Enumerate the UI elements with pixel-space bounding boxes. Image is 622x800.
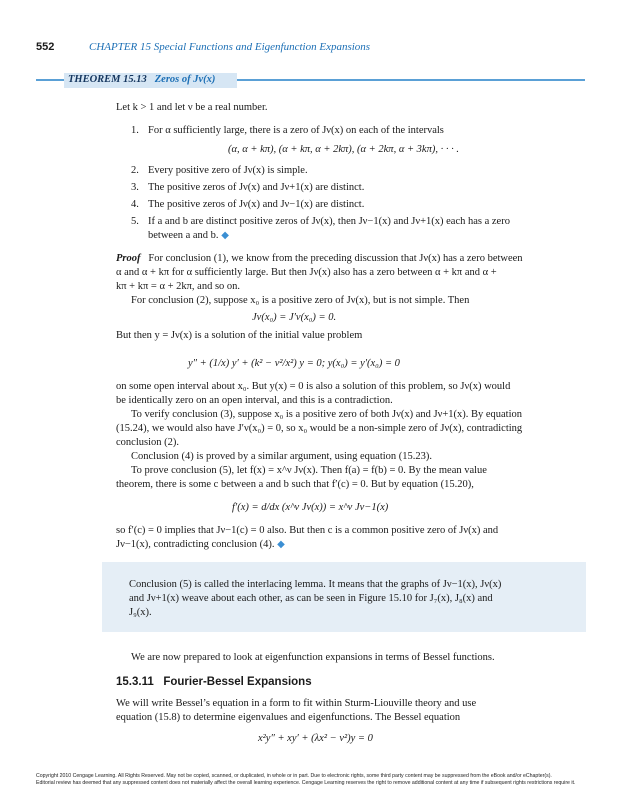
chapter-header: CHAPTER 15 Special Functions and Eigenfunction Expansions bbox=[89, 41, 371, 53]
section-number: 15.3.11 bbox=[116, 676, 154, 688]
copyright-line: Editorial review has deemed that any suppressed content does not materially affect the overall learning experience. Cengage Learning reserves the right to remove additional content at any time if subsequent rights restrictions require it. bbox=[36, 780, 576, 786]
item-number: 2. bbox=[131, 165, 139, 176]
proof-line: (15.24), we would also have J′ν(x₀) = 0, so x₀ would be a non-simple zero of Jν(x), contradicting bbox=[116, 423, 523, 434]
theorem-label: THEOREM 15.13 bbox=[68, 74, 147, 85]
proof-line: But then y = Jν(x) is a solution of the initial value problem bbox=[116, 330, 363, 341]
paragraph: We are now prepared to look at eigenfunction expansions in terms of Bessel functions. bbox=[131, 652, 495, 663]
note-line: J₉(x). bbox=[129, 607, 152, 618]
interval-list: (α, α + kπ), (α + kπ, α + 2kπ), (α + 2kπ, α + 3kπ), · · · . bbox=[228, 144, 459, 155]
proof-line: theorem, there is some c between a and b such that f′(c) = 0. But by equation (15.20), bbox=[116, 479, 474, 490]
equation: Jν(x₀) = J′ν(x₀) = 0. bbox=[252, 312, 337, 323]
bessel-equation: x²y″ + xy′ + (λx² − ν²)y = 0 bbox=[258, 733, 373, 744]
section-title: Fourier-Bessel Expansions bbox=[163, 676, 312, 688]
end-diamond-icon: ◆ bbox=[221, 230, 229, 241]
theorem-title bbox=[68, 74, 215, 85]
proof-line: For conclusion (2), suppose x₀ is a positive zero of Jν(x), but is not simple. Then bbox=[131, 295, 470, 306]
proof-line: To verify conclusion (3), suppose x₀ is a positive zero of both Jν(x) and Jν+1(x). By equation bbox=[131, 409, 523, 420]
proof-line: Conclusion (4) is proved by a similar argument, using equation (15.23). bbox=[131, 451, 433, 462]
theorem-item-text: between a and b. bbox=[148, 230, 219, 241]
theorem-item: Every positive zero of Jν(x) is simple. bbox=[148, 165, 308, 176]
proof-line bbox=[116, 538, 285, 552]
proof-line: so f′(c) = 0 implies that Jν−1(c) = 0 also. But then c is a common positive zero of Jν(x) and bbox=[116, 525, 499, 536]
item-number: 1. bbox=[131, 125, 139, 136]
end-diamond-icon: ◆ bbox=[277, 539, 285, 550]
equation: f′(x) = d/dx (x^ν Jν(x)) = x^ν Jν−1(x) bbox=[232, 502, 389, 513]
proof-line: To prove conclusion (5), let f(x) = x^ν Jν(x). Then f(a) = f(b) = 0. By the mean value bbox=[131, 465, 487, 476]
proof-line: on some open interval about x₀. But y(x) = 0 is also a solution of this problem, so Jν(x) would bbox=[116, 381, 511, 392]
section-heading bbox=[116, 676, 312, 688]
equation: y″ + (1/x) y′ + (k² − ν²/x²) y = 0; y(x₀) = y′(x₀) = 0 bbox=[188, 358, 400, 369]
proof-line: conclusion (2). bbox=[116, 437, 179, 448]
item-number: 5. bbox=[131, 216, 139, 227]
theorem-item-cont bbox=[148, 229, 229, 243]
theorem-intro: Let k > 1 and let ν be a real number. bbox=[116, 102, 268, 113]
proof-line: be identically zero on an open interval, and this is a contradiction. bbox=[116, 395, 393, 406]
copyright-line: Copyright 2010 Cengage Learning. All Rights Reserved. May not be copied, scanned, or duplicated, in whole or in part. Due to electronic rights, some third party content may be suppressed from the eBook and/or eChapter(s). bbox=[36, 773, 552, 779]
theorem-item: The positive zeros of Jν(x) and Jν+1(x) are distinct. bbox=[148, 182, 365, 193]
theorem-name: Zeros of Jν(x) bbox=[154, 74, 216, 85]
theorem-item: If a and b are distinct positive zeros of Jν(x), then Jν−1(x) and Jν+1(x) each has a zero bbox=[148, 216, 510, 227]
theorem-item: For α sufficiently large, there is a zero of Jν(x) on each of the intervals bbox=[148, 125, 444, 136]
proof-line: α and α + kπ for α sufficiently large. But then Jν(x) also has a zero between α + kπ and α + bbox=[116, 267, 497, 278]
section-line: We will write Bessel’s equation in a form to fit within Sturm-Liouville theory and use bbox=[116, 698, 477, 709]
section-line: equation (15.8) to determine eigenvalues and eigenfunctions. The Bessel equation bbox=[116, 712, 461, 723]
page-number: 552 bbox=[36, 41, 55, 53]
theorem-item: The positive zeros of Jν(x) and Jν−1(x) are distinct. bbox=[148, 199, 365, 210]
item-number: 4. bbox=[131, 199, 139, 210]
proof-label: Proof bbox=[116, 253, 141, 264]
proof-text: For conclusion (1), we know from the preceding discussion that Jν(x) has a zero between bbox=[148, 253, 523, 264]
proof-text: Jν−1(x), contradicting conclusion (4). bbox=[116, 539, 275, 550]
note-line: and Jν+1(x) weave about each other, as can be seen in Figure 15.10 for J₇(x), J₈(x) and bbox=[129, 593, 493, 604]
proof-line bbox=[116, 252, 523, 266]
item-number: 3. bbox=[131, 182, 139, 193]
proof-line: kπ + kπ = α + 2kπ, and so on. bbox=[116, 281, 241, 292]
note-line: Conclusion (5) is called the interlacing lemma. It means that the graphs of Jν−1(x), Jν(x) bbox=[129, 579, 502, 590]
